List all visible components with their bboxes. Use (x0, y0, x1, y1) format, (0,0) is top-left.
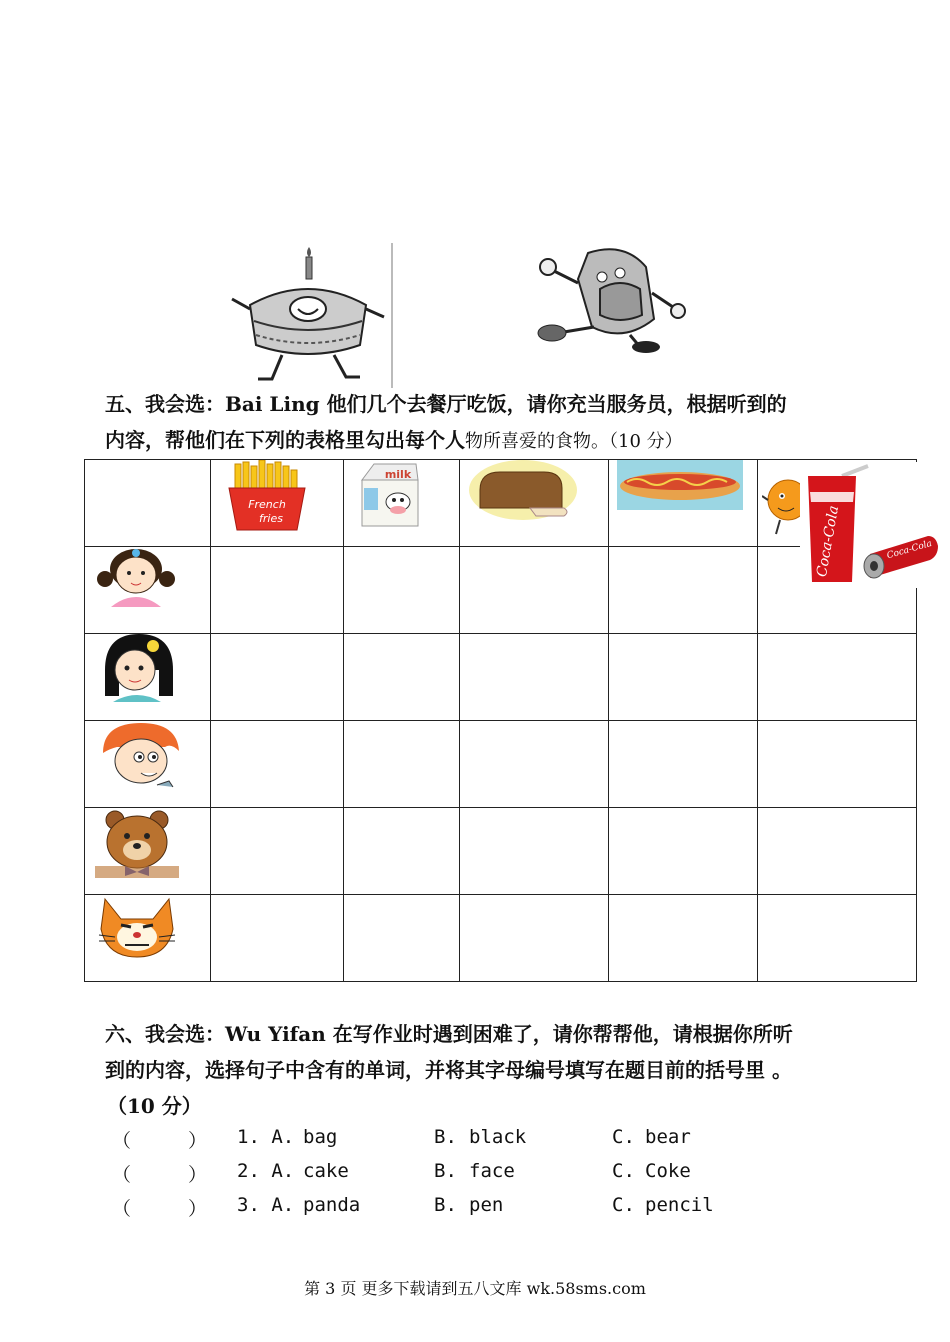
header-cell-fries (211, 460, 344, 547)
section5-line2-light: 物所喜爱的食物。（10 分） (465, 431, 683, 452)
cell[interactable] (211, 547, 344, 634)
option-c-label: C. (612, 1160, 635, 1182)
svg-text:Coca-Cola: Coca-Cola (885, 538, 934, 562)
page-footer: 第 3 页 更多下载请到五八文库 wk.58sms.com (304, 1279, 646, 1298)
person-cell-cat (85, 895, 211, 982)
table-row (85, 808, 917, 895)
person-cell-girl-black-hair (85, 634, 211, 721)
coke-image (800, 462, 944, 588)
cell[interactable] (344, 634, 460, 721)
girl-black-hair-image (95, 634, 179, 702)
option-b: pen (469, 1194, 504, 1216)
table-row (85, 895, 917, 982)
cell[interactable] (460, 895, 609, 982)
option-b: face (469, 1160, 515, 1182)
option-b-label: B. (434, 1126, 457, 1148)
option-b-label: B. (434, 1194, 457, 1216)
section6-line1: 六、我会选：Wu Yifan 在写作业时遇到困难了，请你帮帮他，请根据你所听 (105, 1022, 793, 1046)
question-number: 2. A. (237, 1160, 295, 1182)
cell[interactable] (609, 895, 758, 982)
answer-parens[interactable]: （ ） (112, 1164, 208, 1186)
svg-text:milk: milk (384, 468, 412, 481)
section6-heading (105, 1016, 793, 1124)
section5-line2-bold: 内容，帮他们在下列的表格里勾出每个人 (105, 428, 465, 452)
person-cell-girl-pigtails (85, 547, 211, 634)
birthday-cake-character-image (222, 243, 394, 388)
bread-image (468, 460, 578, 522)
backpack-character-image (534, 243, 690, 353)
cell[interactable] (609, 634, 758, 721)
milk-carton-image (354, 460, 426, 528)
table-header-row (85, 460, 917, 547)
svg-text:fries: fries (259, 512, 283, 525)
cell[interactable] (758, 808, 917, 895)
cell[interactable] (758, 721, 917, 808)
cell[interactable] (211, 634, 344, 721)
option-b: black (469, 1126, 527, 1148)
header-cell-hotdog (609, 460, 758, 547)
cell[interactable] (344, 808, 460, 895)
option-c: Coke (645, 1160, 691, 1182)
option-c-label: C. (612, 1194, 635, 1216)
question-number: 3. A. (237, 1194, 295, 1216)
svg-text:French: French (248, 498, 286, 511)
answer-parens[interactable]: （ ） (112, 1130, 208, 1152)
svg-text:Coca-Cola: Coca-Cola (813, 504, 843, 579)
person-cell-bear (85, 808, 211, 895)
girl-pigtails-image (93, 547, 179, 607)
cell[interactable] (460, 547, 609, 634)
table-row (85, 547, 917, 634)
cat-image (95, 895, 179, 959)
corner-cell (85, 460, 211, 547)
cell[interactable] (460, 721, 609, 808)
header-cell-milk (344, 460, 460, 547)
option-a: panda (303, 1194, 361, 1216)
cell[interactable] (609, 808, 758, 895)
cell[interactable] (609, 547, 758, 634)
food-preference-table (84, 459, 917, 982)
bear-image (95, 808, 179, 878)
section5-title: 五、我会选：Bai Ling 他们几个去餐厅吃饭，请你充当服务员，根据听到的 (105, 392, 787, 416)
cell[interactable] (758, 634, 917, 721)
boy-red-hair-image (95, 723, 183, 789)
option-c-label: C. (612, 1126, 635, 1148)
cell[interactable] (609, 721, 758, 808)
option-c: bear (645, 1126, 691, 1148)
answer-parens[interactable]: （ ） (112, 1198, 208, 1220)
french-fries-image (221, 460, 313, 532)
hot-dog-image (617, 460, 743, 510)
option-b-label: B. (434, 1160, 457, 1182)
table-row (85, 634, 917, 721)
header-cell-bread (460, 460, 609, 547)
option-a: cake (303, 1160, 349, 1182)
person-cell-boy-red-hair (85, 721, 211, 808)
question-number: 1. A. (237, 1126, 295, 1148)
cell[interactable] (460, 808, 609, 895)
cell[interactable] (211, 721, 344, 808)
cell[interactable] (460, 634, 609, 721)
section6-line3: （10 分） (107, 1094, 202, 1118)
cell[interactable] (211, 808, 344, 895)
cell[interactable] (211, 895, 344, 982)
cell[interactable] (758, 895, 917, 982)
option-c: pencil (645, 1194, 714, 1216)
section5-heading (105, 386, 787, 460)
cell[interactable] (344, 895, 460, 982)
table-row (85, 721, 917, 808)
option-a: bag (303, 1126, 338, 1148)
cell[interactable] (344, 547, 460, 634)
section5-line2 (105, 422, 787, 460)
section6-line2: 到的内容，选择句子中含有的单词，并将其字母编号填写在题目前的括号里 。 (105, 1058, 792, 1082)
cell[interactable] (344, 721, 460, 808)
